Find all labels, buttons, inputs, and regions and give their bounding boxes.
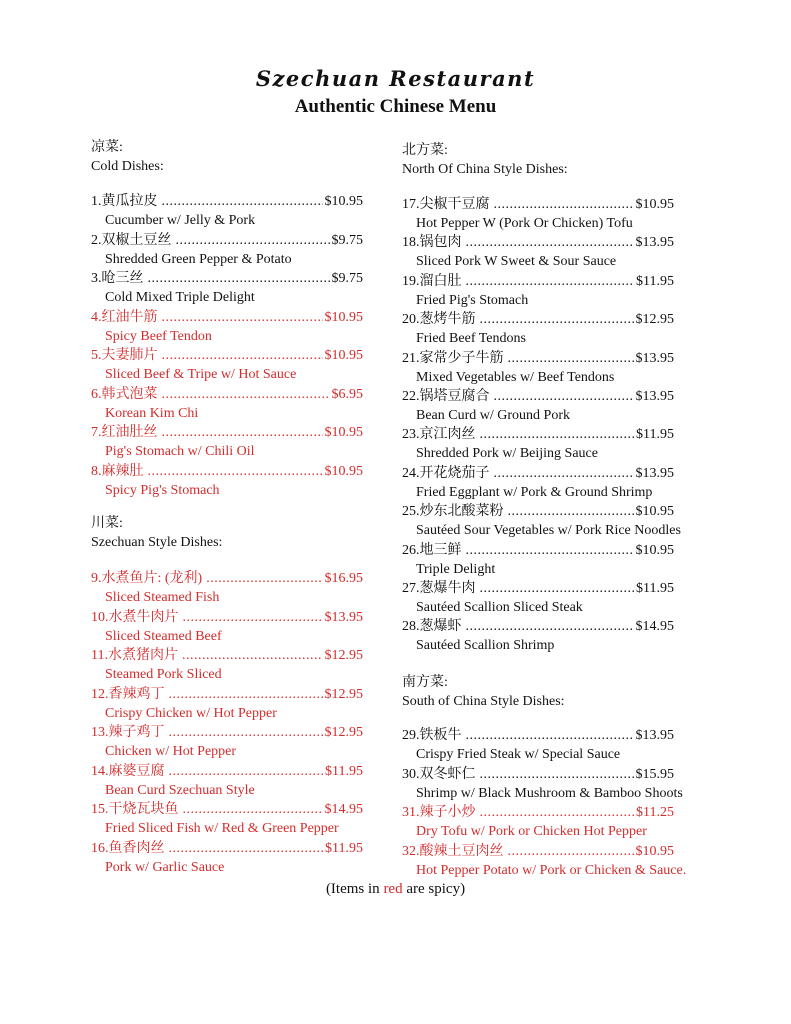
spicy-footnote (0, 881, 791, 898)
menu-item-description: Spicy Beef Tendon (105, 328, 212, 344)
menu-item-name: 14.麻婆豆腐 (91, 763, 165, 779)
menu-item (91, 802, 363, 818)
menu-item-description: Steamed Pork Sliced (105, 667, 222, 682)
menu-item-description: Sliced Pork W Sweet & Sour Sauce (416, 254, 617, 270)
dot-leader (508, 351, 634, 367)
menu-item-name: 1.黄瓜拉皮 (91, 194, 158, 209)
dot-leader (169, 764, 324, 780)
menu-item-price: $15.95 (635, 766, 674, 782)
menu-item (91, 310, 363, 326)
menu-item-description: Triple Delight (416, 561, 496, 577)
menu-item-price: $16.95 (324, 571, 363, 586)
dot-leader (183, 610, 323, 626)
menu-item-name: 13.辣子鸡丁 (91, 725, 165, 740)
menu-item-price: $12.95 (324, 686, 363, 702)
dot-leader (162, 348, 323, 364)
menu-item (91, 194, 363, 210)
menu-item (402, 466, 674, 482)
menu-item-description: Shredded Green Pepper & Potato (105, 251, 292, 267)
menu-item (91, 648, 363, 664)
menu-item-description: Shrimp w/ Black Mushroom & Bamboo Shoots (416, 785, 683, 801)
menu-item-description: Hot Pepper Potato w/ Pork or Chicken & Sauce. (416, 862, 687, 878)
menu-item-name: 21.家常少子牛筋 (402, 350, 504, 366)
menu-item-price: $13.95 (635, 728, 674, 743)
menu-item-name: 4.红油牛筋 (91, 309, 158, 325)
menu-item-price: $11.95 (325, 763, 363, 779)
menu-item-name: 5.夫妻肺片 (91, 348, 158, 363)
menu-item-price: $10.95 (635, 504, 674, 520)
dot-leader (480, 805, 635, 821)
dot-leader (466, 274, 635, 290)
menu-item-description: Sautéed Scallion Shrimp (416, 638, 555, 654)
dot-leader (466, 235, 634, 251)
section-title-cn-szechuan: 川菜: (91, 516, 123, 531)
menu-item-price: $11.95 (636, 581, 674, 596)
section-title-en-south: South of China Style Dishes: (402, 694, 565, 709)
menu-item (91, 571, 363, 587)
menu-item (402, 312, 674, 328)
menu-item-name: 31.辣子小炒 (402, 805, 476, 820)
dot-leader (466, 543, 634, 559)
menu-item (402, 235, 674, 251)
menu-item-price: $12.95 (635, 312, 674, 328)
menu-item (91, 464, 363, 480)
menu-item-description: Dry Tofu w/ Pork or Chicken Hot Pepper (416, 824, 647, 839)
dot-leader (169, 687, 323, 703)
menu-item-name: 10.水煮牛肉片 (91, 609, 179, 625)
menu-item-description: Korean Kim Chi (105, 405, 199, 421)
menu-item-name: 12.香辣鸡丁 (91, 686, 165, 702)
menu-item-price: $10.95 (635, 843, 674, 859)
dot-leader (480, 767, 634, 783)
dot-leader (508, 504, 634, 520)
menu-item-price: $11.95 (325, 840, 363, 856)
menu-item-name: 19.溜白肚 (402, 273, 462, 289)
dot-leader (466, 619, 634, 635)
dot-leader (148, 271, 330, 287)
menu-item-description: Fried Eggplant w/ Pork & Ground Shrimp (416, 484, 653, 500)
section-title-en-cold: Cold Dishes: (91, 159, 164, 174)
menu-item-name: 3.呛三丝 (91, 271, 144, 286)
footnote-red-word: red (383, 881, 403, 897)
menu-item-name: 11.水煮猪肉片 (91, 648, 178, 663)
menu-item (91, 725, 363, 741)
menu-item-description: Crispy Fried Steak w/ Special Sauce (416, 747, 621, 762)
menu-item-description: Hot Pepper W (Pork Or Chicken) Tofu (416, 216, 633, 231)
menu-item-description: Bean Curd w/ Ground Pork (416, 408, 570, 423)
menu-item-description: Shredded Pork w/ Beijing Sauce (416, 446, 598, 462)
dot-leader (162, 387, 330, 403)
menu-item-name: 27.葱爆牛肉 (402, 581, 476, 596)
section-title-cn-south: 南方菜: (402, 675, 448, 690)
menu-item-description: Sliced Steamed Fish (105, 590, 220, 605)
menu-item-price: $14.95 (635, 619, 674, 635)
dot-leader (206, 571, 322, 587)
dot-leader (480, 427, 635, 443)
menu-item-description: Cucumber w/ Jelly & Pork (105, 213, 256, 228)
menu-item-description: Fried Pig's Stomach (416, 292, 529, 308)
menu-item-price: $14.95 (324, 802, 363, 817)
footnote-prefix: (Items in (325, 881, 384, 897)
menu-item-name: 25.炒东北酸菜粉 (402, 504, 504, 520)
menu-item-description: Chicken w/ Hot Pepper (105, 744, 237, 759)
menu-item-name: 2.双椒土豆丝 (91, 232, 172, 248)
menu-item-name: 15.干烧瓦块鱼 (91, 802, 179, 817)
menu-item (402, 274, 674, 290)
dot-leader (148, 464, 323, 480)
dot-leader (182, 648, 323, 664)
menu-item (91, 687, 363, 703)
menu-item-description: Spicy Pig's Stomach (105, 482, 220, 498)
dot-leader (480, 581, 635, 597)
menu-item-price: $10.95 (324, 309, 363, 325)
section-title-en-north: North Of China Style Dishes: (402, 162, 568, 177)
dot-leader (494, 197, 634, 213)
menu-item-price: $10.95 (635, 197, 674, 212)
section-title-cn-cold: 凉菜: (91, 140, 123, 155)
menu-item (91, 764, 363, 780)
menu-item-price: $12.95 (324, 648, 363, 663)
menu-item-description: Sliced Steamed Beef (105, 628, 222, 644)
menu-item-price: $13.95 (324, 609, 363, 625)
menu-item (402, 805, 674, 821)
dot-leader (162, 310, 323, 326)
dot-leader (162, 194, 323, 210)
dot-leader (508, 844, 634, 860)
menu-item-price: $13.95 (635, 350, 674, 366)
menu-item-price: $10.95 (324, 463, 363, 479)
menu-item-name: 32.酸辣土豆肉丝 (402, 843, 504, 859)
menu-item (91, 425, 363, 441)
section-title-cn-north: 北方菜: (402, 143, 448, 158)
menu-item-name: 18.锅包肉 (402, 235, 462, 251)
section-title-en-szechuan: Szechuan Style Dishes: (91, 535, 223, 550)
menu-item (91, 233, 363, 249)
menu-item-name: 28.葱爆虾 (402, 619, 462, 635)
menu-item-price: $11.95 (636, 427, 674, 443)
menu-item-description: Pork w/ Garlic Sauce (105, 859, 225, 875)
menu-item-name: 7.红油肚丝 (91, 425, 158, 440)
menu-item (91, 348, 363, 364)
menu-item (402, 767, 674, 783)
menu-item-price: $12.95 (324, 725, 363, 740)
menu-item-name: 9.水煮鱼片: (龙利) (91, 571, 203, 586)
menu-item-description: Sautéed Sour Vegetables w/ Pork Rice Noodles (416, 523, 681, 539)
dot-leader (494, 389, 634, 405)
menu-item (402, 389, 674, 405)
menu-item (402, 543, 674, 559)
menu-item-price: $9.75 (331, 271, 363, 286)
footnote-suffix: are spicy) (402, 881, 466, 897)
menu-item-price: $13.95 (635, 389, 674, 404)
dot-leader (466, 728, 634, 744)
dot-leader (162, 425, 323, 441)
menu-item-price: $11.25 (636, 805, 674, 820)
dot-leader (494, 466, 634, 482)
menu-item (402, 504, 674, 520)
menu-item (91, 387, 363, 403)
menu-item-name: 26.地三鲜 (402, 542, 462, 558)
menu-item-name: 24.开花烧茄子 (402, 465, 490, 481)
menu-item (402, 619, 674, 635)
menu-item-description: Fried Sliced Fish w/ Red & Green Pepper (105, 821, 339, 836)
menu-item-price: $10.95 (324, 194, 363, 209)
menu-item (402, 728, 674, 744)
menu-item (402, 427, 674, 443)
menu-item-description: Sautéed Scallion Sliced Steak (416, 600, 583, 615)
menu-item-price: $10.95 (324, 425, 363, 440)
menu-item-description: Sliced Beef & Tripe w/ Hot Sauce (105, 367, 297, 382)
menu-item-description: Crispy Chicken w/ Hot Pepper (105, 705, 277, 721)
menu-item-price: $9.75 (331, 232, 363, 248)
menu-item (91, 610, 363, 626)
menu-item-name: 30.双冬虾仁 (402, 766, 476, 782)
dot-leader (183, 802, 323, 818)
menu-item (402, 351, 674, 367)
menu-item-price: $13.95 (635, 465, 674, 481)
menu-item-name: 17.尖椒干豆腐 (402, 197, 490, 212)
dot-leader (480, 312, 634, 328)
menu-item-name: 20.葱烤牛筋 (402, 312, 476, 328)
menu-item-name: 6.韩式泡菜 (91, 386, 158, 402)
menu-item-price: $10.95 (635, 542, 674, 558)
restaurant-title: Szechuan Restaurant (255, 66, 536, 91)
menu-item-description: Bean Curd Szechuan Style (105, 782, 255, 798)
menu-item-name: 22.锅塔豆腐合 (402, 389, 490, 404)
menu-item-price: $13.95 (635, 235, 674, 251)
menu-item-price: $10.95 (324, 348, 363, 363)
menu-item-description: Pig's Stomach w/ Chili Oil (105, 444, 255, 459)
menu-item-name: 8.麻辣肚 (91, 463, 144, 479)
menu-subtitle: Authentic Chinese Menu (294, 96, 497, 117)
menu-item (402, 844, 674, 860)
menu-item-description: Mixed Vegetables w/ Beef Tendons (416, 369, 615, 385)
menu-item-description: Fried Beef Tendons (416, 331, 526, 347)
menu-item-price: $11.95 (636, 273, 674, 289)
menu-item (91, 841, 363, 857)
menu-item-name: 23.京江肉丝 (402, 427, 476, 443)
menu-item-description: Cold Mixed Triple Delight (105, 290, 255, 305)
dot-leader (176, 233, 330, 249)
menu-item (91, 271, 363, 287)
dot-leader (169, 725, 323, 741)
menu-item-price: $6.95 (331, 386, 363, 402)
dot-leader (169, 841, 324, 857)
menu-item (402, 581, 674, 597)
menu-item-name: 16.鱼香肉丝 (91, 840, 165, 856)
menu-item (402, 197, 674, 213)
menu-item-name: 29.铁板牛 (402, 728, 462, 743)
